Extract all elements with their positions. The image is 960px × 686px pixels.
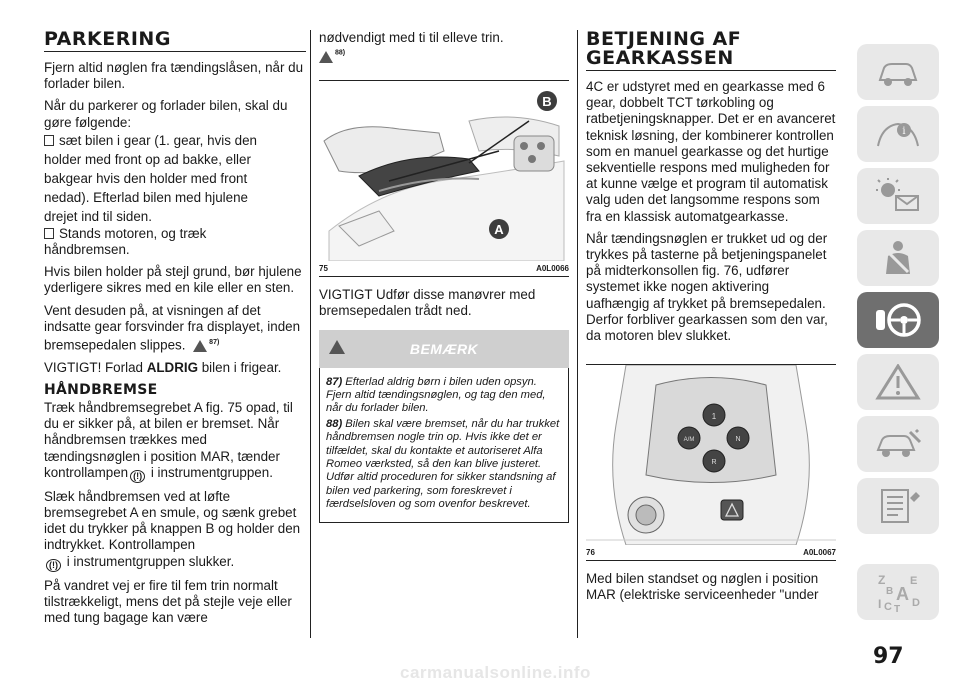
sidebar-tab-key-steering[interactable]: [857, 292, 939, 348]
figure-75: [319, 80, 569, 277]
sidebar-tab-seat-belt[interactable]: [857, 230, 939, 286]
label-b: B: [542, 94, 552, 110]
figure-caption: 75 A0L0066: [319, 264, 569, 274]
paragraph: VIGTIGT! Forlad ALDRIG bilen i frigear.: [44, 359, 282, 375]
svg-text:C: C: [884, 601, 892, 612]
note-item: 87) Efterlad aldrig børn i bilen uden opsyn. Fjern altid tændingsnøglen, og tag den med, når du forlader bilen.: [326, 375, 546, 415]
subsection-title-handbremse: HÅNDBREMSE: [44, 381, 158, 398]
sidebar-tab-car-info[interactable]: [857, 44, 939, 100]
gear-button-r: R: [711, 459, 717, 467]
seat-belt-icon: [874, 240, 922, 276]
sidebar-tab-lights-mail[interactable]: [857, 168, 939, 224]
sidebar-tab-car-service[interactable]: [857, 416, 939, 472]
section-title-parkering: PARKERING: [44, 30, 306, 52]
paragraph: Når du parkerer og forlader bilen, skal du gøre følgende:: [44, 98, 288, 130]
figure-76: [586, 364, 836, 561]
svg-text:D: D: [912, 597, 920, 609]
column-divider: [577, 30, 578, 638]
warning-triangle-icon: [319, 51, 333, 63]
paragraph: VIGTIGT Udfør disse manøvrer med bremsepedalen trådt ned.: [319, 287, 536, 319]
column-parkering: [44, 30, 306, 632]
key-steering-icon: [874, 302, 922, 338]
brake-warning-lamp-icon: (!): [130, 470, 145, 483]
svg-text:E: E: [910, 575, 918, 587]
paragraph: Vent desuden på, at visningen af det indsatte gear forsvinder fra displayet, inden bremsepedalen slippes. $^{87)}$: [44, 302, 301, 353]
sidebar-tab-emergency-warning[interactable]: [857, 354, 939, 410]
bullet-item: Stands motoren, og træk håndbremsen.: [44, 225, 207, 258]
paragraph: nødvendigt med ti til elleve trin.: [319, 30, 504, 45]
svg-text:i: i: [902, 126, 906, 137]
note-item: 88) Bilen skal være bremset, når du har trukket håndbremsen nogle trin op. Hvis ikke det er tilfældet, skal du kontakte et autoriseret Alfa Romeo værksted, så den kan blive justeret. Udfør altid proceduren for sikker standsning af bilen ved parkering, som foreskrevet i færdselsloven og som ovenfor beskrevet.: [326, 417, 560, 511]
paragraph: På vandret vej er fire til fem trin normalt tilstrækkeligt, mens det på stejle veje eller med tung bagage kan være: [44, 577, 292, 625]
paragraph: Hvis bilen holder på stejl grund, bør hjulene yderligere sikres med en kile eller en sten.: [44, 264, 302, 296]
sidebar-tab-spec-list[interactable]: [857, 478, 939, 534]
paragraph: Fjern altid nøglen fra tændingslåsen, når du forlader bilen.: [44, 60, 304, 92]
note-box: [319, 368, 569, 523]
spec-list-icon: [874, 488, 922, 524]
emergency-warning-icon: [874, 364, 922, 400]
bullet-item: sæt bilen i gear (1. gear, hvis den holder med front op ad bakke, eller bakgear hvis den holder med front nedad). Efterlad bilen med hjulene drejet ind til siden.: [44, 132, 257, 224]
paragraph: 4C er udstyret med en gearkasse med 6 gear, dobbelt TCT tørkobling og ratbetjeningsknapper. Det er en avanceret teknisk løsning, der kombinerer kontrollen som en manuel gearkasse og det hurtige sekventielle respons med muligheden for at kunne vælge et program til automatisk valg uden det langsomme respons som fra en klassisk automatgearkasse.: [586, 79, 836, 224]
column-middle: [319, 30, 569, 523]
gear-button-n: N: [735, 436, 741, 444]
section-title-gearkassen: BETJENING AF GEARKASSEN: [586, 30, 836, 71]
paragraph: Slæk håndbremsen ved at løfte bremsegrebet A en smule, og sænk grebet idet du trykker på knappen B og holder den indtrykket. Kontrollampen (!) i instrumentgruppen slukker.: [44, 488, 301, 570]
svg-text:B: B: [886, 586, 894, 597]
label-a: A: [494, 222, 504, 238]
brake-warning-lamp-icon: (!): [46, 559, 61, 572]
gear-panel-figure: [586, 365, 836, 545]
paragraph: Træk håndbremsegrebet A fig. 75 opad, til du er sikker på, at bilen er bremset. Når håndbremsen trækkes med tændingsnøglen i position MAR, tænder kontrollampen (!) i instrumentgruppen.: [44, 399, 293, 481]
column-divider: [310, 30, 311, 638]
figure-caption: 76 A0L0067: [586, 548, 836, 558]
index-letters-icon: [874, 572, 922, 612]
sidebar-tab-index[interactable]: [857, 564, 939, 620]
lights-mail-icon: [874, 178, 922, 214]
dashboard-info-icon: [874, 116, 922, 152]
bullet-box-icon: [44, 135, 54, 146]
svg-text:A: A: [896, 584, 909, 604]
note-reference: 88): [319, 48, 569, 68]
paragraph: Når tændingsnøglen er trukket ud og der trykkes på tasterne på betjeningspanelet på midterkonsollen fig. 76, udfører systemet ikke nogen aktivering uafhængig af trykket på bremsepedalen. Derfor forbliver gearkassen som den var, da motoren blev slukket.: [586, 230, 828, 344]
bullet-box-icon: [44, 228, 54, 239]
svg-text:Z: Z: [878, 573, 886, 587]
gear-button-1: 1: [711, 412, 717, 422]
warning-triangle-icon: [193, 340, 207, 352]
watermark: carmanualsonline.info: [400, 663, 591, 682]
svg-text:T: T: [894, 604, 901, 612]
handbrake-figure: [319, 81, 569, 261]
note-header: BEMÆRK: [319, 330, 569, 368]
car-info-icon: [874, 54, 922, 90]
car-service-icon: [874, 426, 922, 462]
sidebar-tab-dashboard-info[interactable]: [857, 106, 939, 162]
gear-button-am: A/M: [683, 437, 695, 444]
page-number: 97: [873, 644, 904, 669]
paragraph: Med bilen standset og nøglen i position MAR (elektriske serviceenheder "under: [586, 571, 819, 603]
column-gearkassen: [586, 30, 836, 610]
svg-text:I: I: [878, 597, 882, 611]
